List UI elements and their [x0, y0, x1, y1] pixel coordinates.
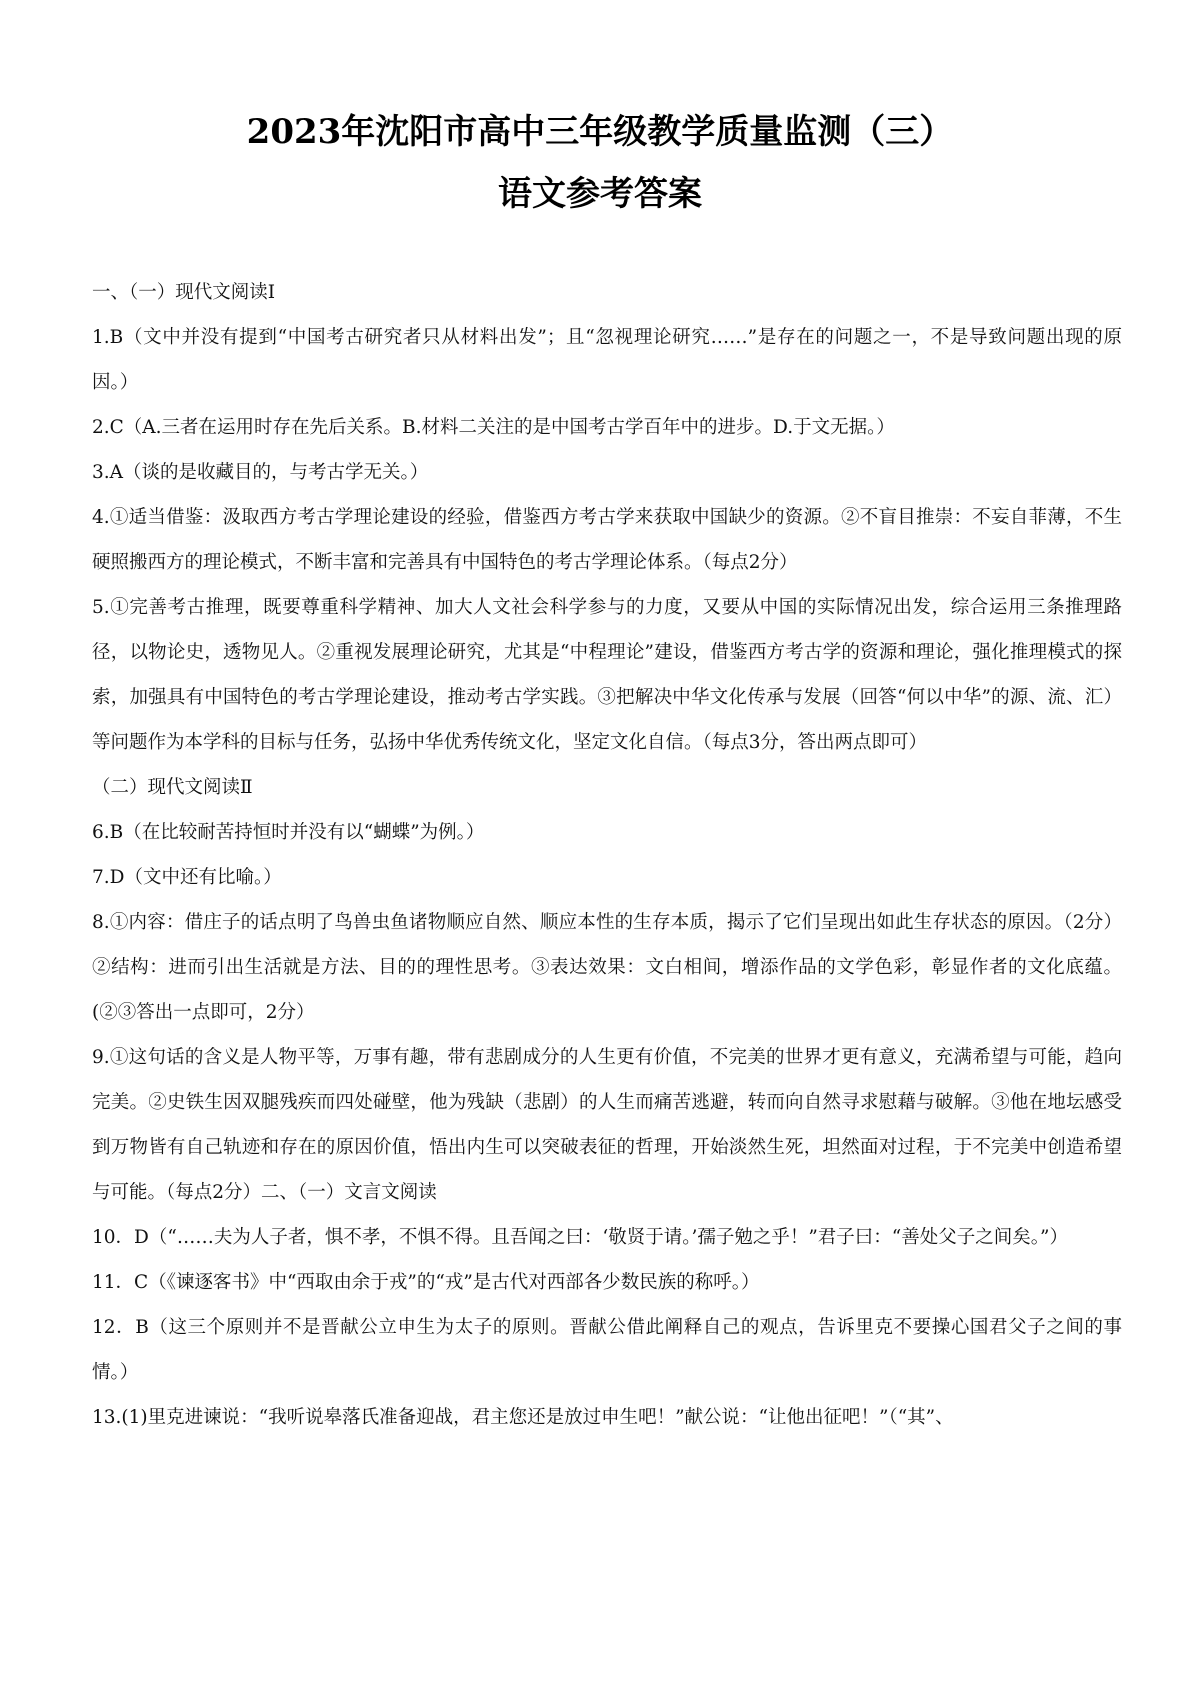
answer-item-5: 5.①完善考古推理，既要尊重科学精神、加大人文社会科学参与的力度，又要从中国的实际情况出发，综合运用三条推理路径，以物论史，透物见人。②重视发展理论研究，尤其是“中程理论”建设，借鉴西方考古学的资源和理论，强化推理模式的探索，加强具有中国特色的考古学理论建设，推动考古学实践。③把解决中华文化传承与发展（回答“何以中华”的源、流、汇）等问题作为本学科的目标与任务，弘扬中华优秀传统文化，坚定文化自信。（每点3分，答出两点即可）	[92, 597, 1122, 753]
answer-item-2: 2.C（A.三者在运用时存在先后关系。B.材料二关注的是中国考古学百年中的进步。D.于文无据。）	[92, 417, 895, 438]
answer-item-6: 6.B（在比较耐苦持恒时并没有以“蝴蝶”为例。）	[92, 822, 485, 843]
answer-item-1: 1.B（文中并没有提到“中国考古研究者只从材料出发”；且“忽视理论研究……”是存在的问题之一，不是导致问题出现的原因。）	[92, 327, 1122, 393]
answer-item-4: 4.①适当借鉴：汲取西方考古学理论建设的经验，借鉴西方考古学来获取中国缺少的资源。②不盲目推崇：不妄自菲薄，不生硬照搬西方的理论模式，不断丰富和完善具有中国特色的考古学理论体系。（每点2分）	[92, 507, 1122, 573]
answer-item-12: 12．B（这三个原则并不是晋献公立申生为太子的原则。晋献公借此阐释自己的观点，告诉里克不要操心国君父子之间的事情。）	[92, 1317, 1122, 1383]
answer-item-10: 10．D（“……夫为人子者，惧不孝，不惧不得。且吾闻之曰：‘敬贤于请。’孺子勉之乎！”君子曰：“善处父子之间矣。”）	[92, 1227, 1068, 1248]
document-subtitle: 语文参考答案	[498, 174, 702, 214]
answer-item-11: 11．C（《谏逐客书》中“西取由余于戎”的“戎”是古代对西部各少数民族的称呼。）	[92, 1272, 760, 1293]
answer-item-13: 13.(1)里克进谏说：“我听说皋落氏准备迎战，君主您还是放过申生吧！”献公说：“让他出征吧！”（“其”、	[92, 1407, 954, 1428]
answer-body	[92, 270, 1122, 1440]
answer-item-3: 3.A（谈的是收藏目的，与考古学无关。）	[92, 462, 429, 483]
answer-item-9: 9.①这句话的含义是人物平等，万事有趣，带有悲剧成分的人生更有价值，不完美的世界才更有意义，充满希望与可能，趋向完美。②史铁生因双腿残疾而四处碰壁，他为残缺（悲剧）的人生而痛苦逃避，转而向自然寻求慰藉与破解。③他在地坛感受到万物皆有自己轨迹和存在的原因价值，悟出内生可以突破表征的哲理，开始淡然生死，坦然面对过程，于不完美中创造希望与可能。（每点2分）二、（一）文言文阅读	[92, 1047, 1122, 1203]
document-title: 2023年沈阳市高中三年级教学质量监测（三）	[246, 112, 954, 152]
answer-item-7: 7.D（文中还有比喻。）	[92, 867, 282, 888]
section-heading-modern-reading-1: 一、（一）现代文阅读Ⅰ	[92, 282, 276, 303]
answer-item-8: 8.①内容：借庄子的话点明了鸟兽虫鱼诸物顺应自然、顺应本性的生存本质，揭示了它们呈现出如此生存状态的原因。（2分）②结构：进而引出生活就是方法、目的的理性思考。③表达效果：文白相间，增添作品的文学色彩，彰显作者的文化底蕴。(②③答出一点即可，2分）	[92, 912, 1122, 1023]
section-heading-modern-reading-2: （二）现代文阅读Ⅱ	[92, 777, 253, 798]
